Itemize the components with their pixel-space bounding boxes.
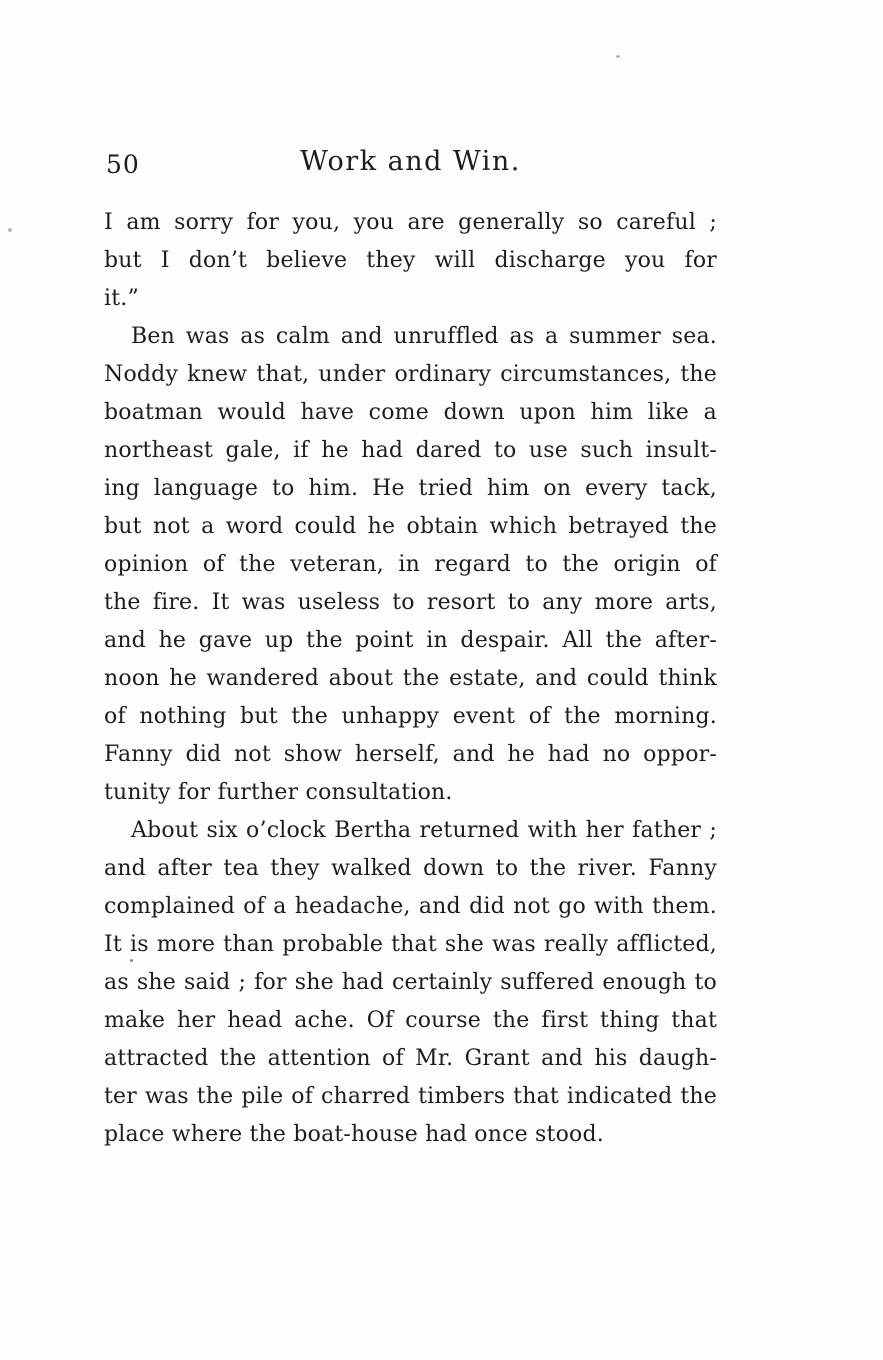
text-line: attracted the attention of Mr. Grant and his daugh- [104, 1046, 717, 1071]
page-header [104, 146, 717, 190]
scan-speck [8, 228, 12, 232]
paragraph [104, 204, 717, 318]
text-line: northeast gale, if he had dared to use such insult- [104, 438, 717, 463]
text-line: it.” [104, 286, 139, 311]
text-line: but not a word could he obtain which betrayed the [104, 514, 717, 539]
running-title: Work and Win. [300, 146, 521, 177]
paragraph [104, 318, 717, 812]
text-line: place where the boat-house had once stood. [104, 1122, 604, 1147]
text-line: of nothing but the unhappy event of the morning. [104, 704, 717, 729]
text-line: It is more than probable that she was really afflicted, [104, 932, 717, 957]
text-line: the fire. It was useless to resort to any more arts, [104, 590, 717, 615]
text-line: noon he wandered about the estate, and could think [104, 666, 717, 691]
page-number: 50 [106, 150, 140, 179]
text-line: but I don’t believe they will discharge you for [104, 248, 717, 273]
text-line: ter was the pile of charred timbers that indicated the [104, 1084, 717, 1109]
text-line: Noddy knew that, under ordinary circumstances, the [104, 362, 717, 387]
text-line: complained of a headache, and did not go with them. [104, 894, 717, 919]
text-line: boatman would have come down upon him like a [104, 400, 717, 425]
text-block [104, 146, 717, 1154]
text-line: About six o’clock Bertha returned with her father ; [131, 818, 717, 843]
body-text [104, 204, 717, 1154]
text-line: Ben was as calm and unruffled as a summer sea. [131, 324, 717, 349]
text-line: I am sorry for you, you are generally so careful ; [104, 210, 717, 235]
text-line: and after tea they walked down to the river. Fanny [104, 856, 717, 881]
scan-speck [616, 55, 620, 58]
text-line: ing language to him. He tried him on every tack, [104, 476, 717, 501]
text-line: opinion of the veteran, in regard to the origin of [104, 552, 717, 577]
paragraph [104, 812, 717, 1154]
text-line: as she said ; for she had certainly suffered enough to [104, 970, 717, 995]
text-line: and he gave up the point in despair. All the after- [104, 628, 717, 653]
text-line: Fanny did not show herself, and he had no oppor- [104, 742, 717, 767]
text-line: make her head ache. Of course the first thing that [104, 1008, 717, 1033]
text-line: tunity for further consultation. [104, 780, 453, 805]
